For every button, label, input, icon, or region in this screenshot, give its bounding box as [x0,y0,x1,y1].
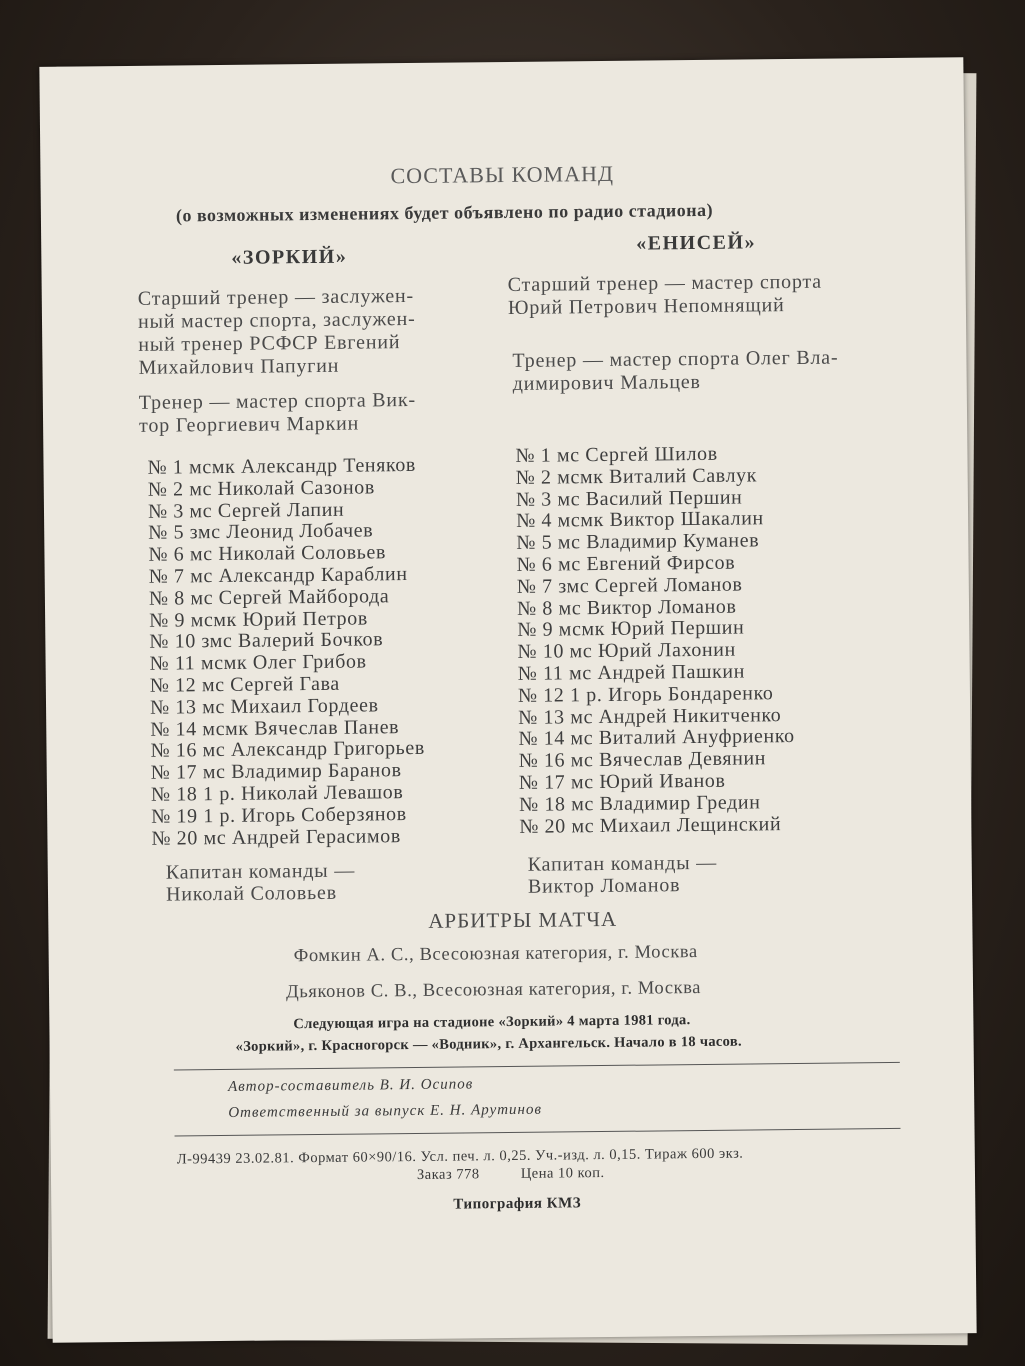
team-right-roster [515,443,795,838]
player-row: № 9 мсмк Юрий Петров [149,607,368,632]
player-row: № 3 мс Сергей Лапин [147,498,345,523]
player-row: № 6 мс Евгений Фирсов [516,551,736,576]
player-row: № 17 мс Юрий Иванов [518,769,726,794]
player-row: № 17 мс Владимир Баранов [150,759,402,784]
player-row: № 8 мс Виктор Ломанов [516,595,737,620]
player-row: № 10 мс Юрий Лахонин [517,638,736,664]
player-row: № 1 мс Сергей Шилов [515,442,718,467]
player-row: № 6 мс Николай Соловьев [148,541,387,566]
player-row: № 2 мс Николай Сазонов [147,476,375,501]
next-game-line-1: Следующая игра на стадионе «Зоркий» 4 марта 1981 года. [293,1012,691,1033]
responsible-credit: Ответственный за выпуск Е. Н. Арутинов [228,1101,543,1121]
divider-bottom [175,1128,901,1137]
player-row: № 9 мсмк Юрий Першин [517,616,745,642]
divider-top [174,1062,900,1071]
team-right-name: «ЕНИСЕЙ» [636,231,757,255]
team-left-captain-label: Капитан команды — [165,859,356,884]
team-left-captain-name: Николай Соловьев [165,881,338,906]
player-row: № 7 змс Сергей Ломанов [516,573,743,598]
player-row: № 3 мс Василий Першин [515,486,743,511]
player-row: № 5 мс Владимир Куманев [516,529,760,555]
program-sheet [39,57,976,1343]
player-row: № 20 мс Андрей Герасимов [151,824,401,850]
player-row: № 4 мсмк Виктор Шакалин [516,507,764,533]
player-row: № 13 мс Михаил Гордеев [149,694,379,719]
team-left-head-coach: Старший тренер — заслужен- ный мастер спорта, заслужен- ный тренер РСФСР Евгений Михайлович Папугин [137,284,416,379]
player-row: № 2 мсмк Виталий Савлук [515,464,758,489]
player-row: № 12 1 р. Игорь Бондаренко [517,681,774,707]
player-row: № 18 1 р. Николай Левашов [150,781,404,806]
team-right-captain-name: Виктор Ломанов [527,874,681,898]
imprint-line-2: Заказ 778 Цена 10 коп. [416,1165,605,1183]
player-row: № 8 мс Сергей Майборода [148,585,390,610]
page-title: СОСТАВЫ КОМАНД [390,160,615,189]
referees-heading: АРБИТРЫ МАТЧА [428,906,618,933]
imprint-line-1: Л-99439 23.02.81. Формат 60×90/16. Усл. печ. л. 0,25. Уч.-изд. л. 0,15. Тираж 600 экз. [176,1145,744,1168]
player-row: № 1 мсмк Александр Теняков [147,453,417,479]
player-row: № 16 мс Александр Григорьев [150,737,425,763]
next-game-line-2: «Зоркий», г. Красногорск — «Водник», г. Архангельск. Начало в 18 часов. [235,1033,742,1055]
team-right-captain-label: Капитан команды — [527,851,718,876]
author-credit: Автор-составитель В. И. Осипов [227,1076,474,1095]
player-row: № 14 мс Виталий Ануфриенко [518,725,795,751]
player-row: № 7 мс Александр Караблин [148,563,408,588]
player-row: № 13 мс Андрей Никитченко [518,703,782,729]
player-row: № 19 1 р. Игорь Соберзянов [151,802,407,828]
team-left-roster [147,455,425,850]
printing-house: Типография КМЗ [453,1195,582,1213]
player-row: № 16 мс Вячеслав Девянин [518,747,767,773]
referee-line: Фомкин А. С., Всесоюзная категория, г. Москва [293,942,698,967]
team-right-coach: Тренер — мастер спорта Олег Вла- димирович Мальцев [512,346,839,395]
team-left-name: «ЗОРКИЙ» [231,245,348,269]
player-row: № 14 мсмк Вячеслав Панев [150,715,400,741]
team-left-coach: Тренер — мастер спорта Вик- тор Георгиевич Маркин [138,388,416,437]
player-row: № 11 мсмк Олег Грибов [149,650,367,675]
player-row: № 12 мс Сергей Гава [149,672,340,697]
team-right-head-coach: Старший тренер — мастер спорта Юрий Петрович Непомнящий [507,270,823,319]
player-row: № 11 мс Андрей Пашкин [517,660,746,685]
changes-note: (о возможных изменениях будет объявлено по радио стадиона) [175,199,714,226]
player-row: № 18 мс Владимир Гредин [518,791,761,816]
player-row: № 10 змс Валерий Бочков [149,628,384,654]
referee-line: Дьяконов С. В., Всесоюзная категория, г. Москва [285,977,702,1003]
player-row: № 5 змс Леонид Лобачев [148,519,374,545]
player-row: № 20 мс Михаил Лещинский [519,812,782,838]
